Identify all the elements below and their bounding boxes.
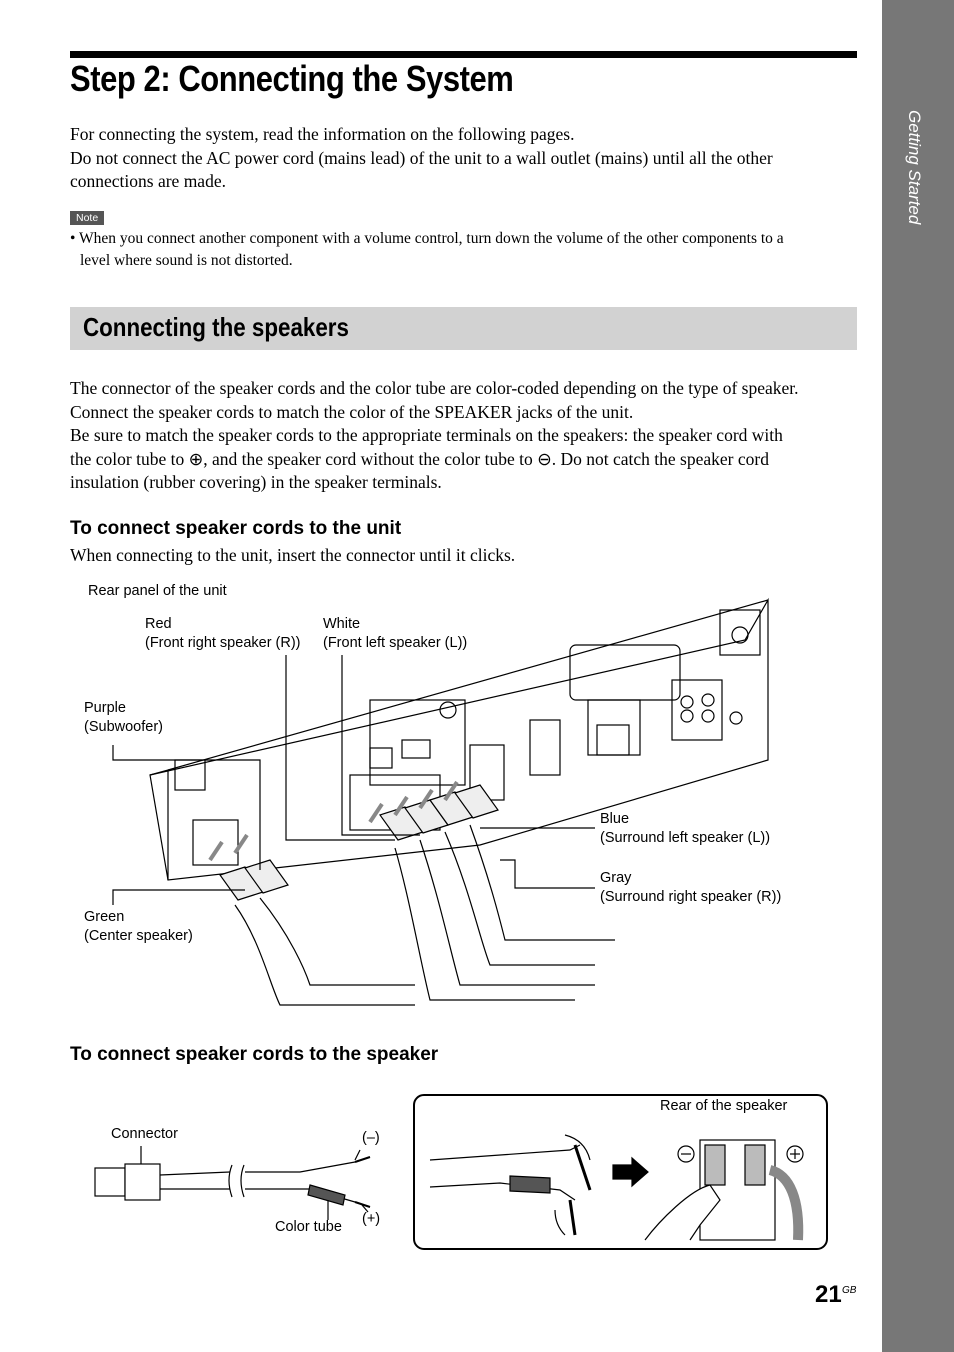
label-rear-panel: Rear panel of the unit (88, 583, 227, 599)
para-line: the color tube to ⊕, and the speaker cord without the color tube to ⊖. Do not catch the speaker cord (70, 448, 769, 469)
label-purple: Purple (84, 700, 126, 716)
page-suffix: GB (842, 1285, 857, 1296)
arrow-right (613, 1158, 648, 1186)
color-tube (308, 1185, 345, 1205)
connector-body (125, 1164, 160, 1200)
para-line: The connector of the speaker cords and the color tube are color-coded depending on the type of speaker. (70, 378, 799, 398)
label-rear-speaker: Rear of the speaker (660, 1098, 788, 1114)
label-color-tube: Color tube (275, 1219, 342, 1235)
section-heading: Connecting the speakers (83, 312, 349, 342)
note-badge: Note (70, 211, 104, 225)
label-connector: Connector (111, 1126, 178, 1142)
para-line: Be sure to match the speaker cords to the appropriate terminals on the speakers: the speaker cord with (70, 425, 783, 445)
label-white: White (323, 616, 361, 632)
label-green: Green (84, 909, 125, 925)
intro-line: connections are made. (70, 171, 226, 191)
terminal-minus (705, 1145, 725, 1185)
unit-connect-text: When connecting to the unit, insert the connector until it clicks. (70, 545, 516, 565)
wire-illus (430, 1145, 580, 1160)
label-gray: Gray (600, 870, 632, 886)
label-gray-sub: (Surround right speaker (R)) (600, 889, 782, 905)
terminal-plus (745, 1145, 765, 1185)
label-purple-sub: (Subwoofer) (84, 719, 163, 735)
bend-arrow (555, 1210, 565, 1235)
intro-line: Do not connect the AC power cord (mains lead) of the unit to a wall outlet (mains) until all the other (70, 147, 773, 168)
minus-leader (355, 1150, 360, 1160)
cord-upper (160, 1162, 355, 1175)
intro-line: For connecting the system, read the information on the following pages. (70, 124, 575, 144)
note-line: level where sound is not distorted. (80, 252, 293, 269)
label-blue-sub: (Surround left speaker (L)) (600, 830, 771, 846)
label-white-sub: (Front left speaker (L)) (323, 635, 468, 651)
label-green-sub: (Center speaker) (84, 928, 193, 944)
label-blue: Blue (600, 811, 630, 827)
label-red-sub: (Front right speaker (R)) (145, 635, 301, 651)
label-minus: (–) (362, 1130, 380, 1146)
page-title: Step 2: Connecting the System (70, 58, 514, 99)
para-line: Connect the speaker cords to match the color of the SPEAKER jacks of the unit. (70, 401, 634, 422)
note-line: • When you connect another component with a volume control, turn down the volume of the other components to a (70, 230, 784, 247)
connector-head (95, 1168, 125, 1196)
cord-break (229, 1165, 244, 1197)
label-plus: (+) (362, 1211, 381, 1227)
wire-end-minus (355, 1157, 370, 1162)
speaker-connect-heading: To connect speaker cords to the speaker (70, 1044, 439, 1065)
wire-tube (510, 1176, 550, 1193)
para-line: insulation (rubber covering) in the speaker terminals. (70, 472, 442, 492)
wire-illus (430, 1183, 575, 1200)
unit-connect-heading: To connect speaker cords to the unit (70, 518, 402, 539)
wire-tip (575, 1145, 590, 1190)
label-red: Red (145, 616, 172, 632)
side-tab-label: Getting Started (905, 110, 924, 225)
page-number: 21 (815, 1281, 842, 1308)
wire-tip (570, 1200, 575, 1235)
